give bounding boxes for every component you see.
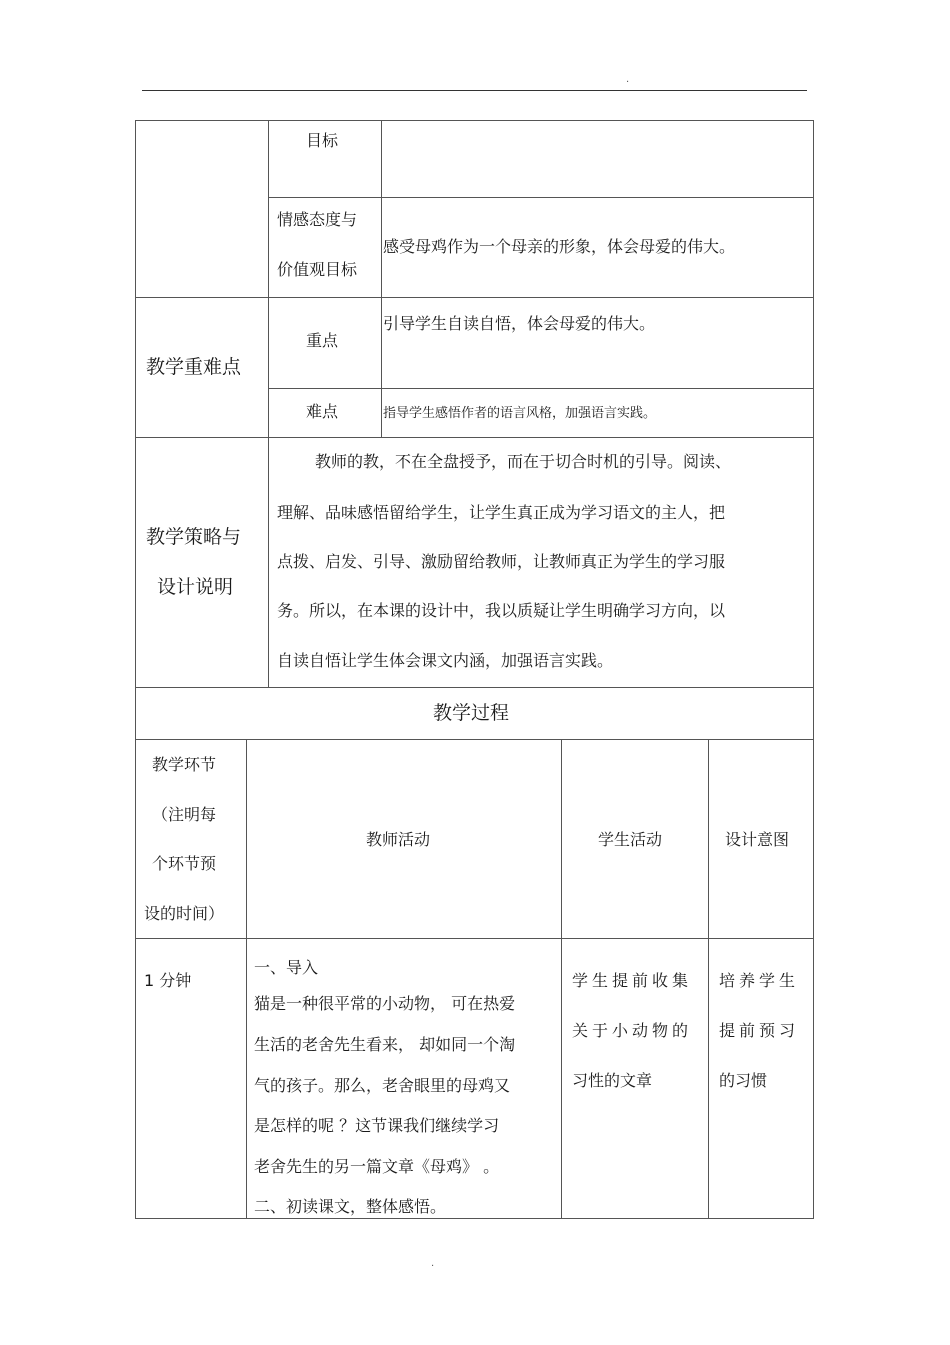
focus-text: 引导学生自读自悟，体会母爱的伟大。 [383,314,656,333]
strategy-label-cell [135,437,269,688]
student-activity-line: 学生提前收集 [572,971,693,990]
difficulty-label: 难点 [306,402,339,421]
objective-label: 目标 [306,131,339,150]
header-rule [142,90,807,91]
key-points-label: 教学重难点 [146,356,242,378]
process-title: 教学过程 [433,702,510,724]
design-intent-header: 设计意图 [725,830,790,849]
teacher-activity-line: 是怎样的呢 ？这节课我们继续学习 [254,1116,500,1135]
strategy-line: 理解、品味感悟留给学生，让学生真正成为学习语文的主人，把 [277,503,726,522]
focus-label: 重点 [306,331,339,350]
objective-content-cell [381,120,814,198]
footer-mark: . [431,1258,435,1269]
difficulty-text: 指导学生感悟作者的语言风格，加强语言实践。 [383,406,657,421]
teacher-activity-line: 猫是一种很平常的小动物， 可在热爱 [254,994,516,1013]
header-mark: . [626,74,630,85]
strategy-label-line1: 教学策略与 [146,526,242,548]
stage-header-line: 设的时间） [144,904,225,923]
teacher-activity-line: 气的孩子。那么，老舍眼里的母鸡又 [254,1076,511,1095]
student-activity-line: 关于小动物的 [572,1021,693,1040]
emotion-label-line2: 价值观目标 [277,260,358,279]
strategy-line: 务。所以，在本课的设计中，我以质疑让学生明确学习方向，以 [277,601,726,620]
teacher-activity-line: 一、导入 [254,958,319,977]
teacher-activity-line: 老舍先生的另一篇文章《母鸡》 。 [254,1157,500,1176]
focus-content-cell [381,297,814,389]
design-intent-line: 提前预习 [719,1021,800,1040]
emotion-text: 感受母鸡作为一个母亲的形象，体会母爱的伟大。 [383,237,736,256]
strategy-label-line2: 设计说明 [157,576,234,598]
emotion-label-line1: 情感态度与 [277,210,358,229]
teacher-activity-header: 教师活动 [366,830,431,849]
design-intent-line: 的习惯 [719,1071,768,1090]
teacher-activity-line: 二、初读课文，整体感悟。 [254,1197,447,1216]
row1-time: 1 分钟 [144,971,192,990]
student-activity-header: 学生活动 [598,830,663,849]
strategy-line: 点拨、启发、引导、激励留给教师，让教师真正为学生的学习服 [277,552,726,571]
stage-header-line: 个环节预 [152,854,217,873]
student-activity-line: 习性的文章 [572,1071,653,1090]
teacher-activity-line: 生活的老舍先生看来， 却如同一个淘 [254,1035,516,1054]
stage-header-line: （注明每 [152,805,217,824]
objectives-left-cell [135,120,269,298]
strategy-line: 自读自悟让学生体会课文内涵，加强语言实践。 [277,651,614,670]
strategy-line: 教师的教，不在全盘授予，而在于切合时机的引导。阅读、 [315,452,732,471]
stage-header-line: 教学环节 [152,755,217,774]
design-intent-line: 培养学生 [719,971,800,990]
